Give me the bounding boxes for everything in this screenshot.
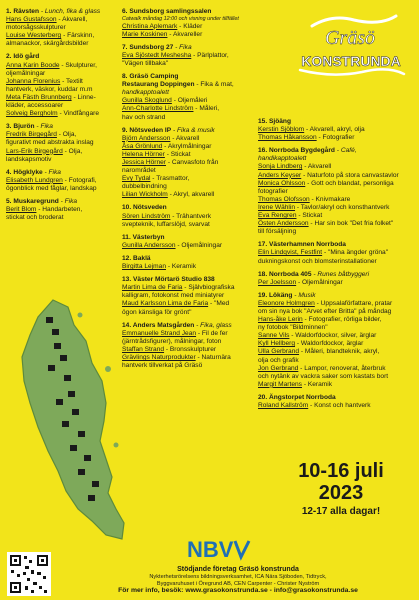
entry-line	[6, 148, 126, 156]
entry-line	[122, 362, 256, 370]
artist-description: - Uppsalaförfattare, pratar	[314, 299, 393, 307]
artist-description: - Pärlplattor,	[191, 51, 229, 59]
artist-name[interactable]: Thomas Olofsson	[258, 195, 310, 203]
stop-name: 7. Sundsborg 27	[122, 43, 174, 51]
stop-entry	[258, 394, 416, 410]
entry-line	[6, 86, 126, 94]
artist-description: - Måleri,	[193, 105, 220, 113]
entry-line	[258, 155, 416, 163]
stop-title	[258, 147, 416, 155]
artist-description: - Oljemålningar	[296, 278, 343, 286]
nbv-logo	[185, 535, 255, 563]
entry-line	[6, 70, 126, 78]
artist-name[interactable]: Jon Gerbrand	[258, 364, 299, 372]
artist-name[interactable]: Anders Keyser	[258, 171, 302, 179]
entry-line	[258, 204, 416, 212]
artist-name[interactable]: Kyll Hellberg	[258, 340, 296, 348]
entry-line	[122, 213, 256, 221]
entry-line	[258, 212, 416, 220]
stop-title	[6, 53, 126, 61]
artist-name[interactable]: Björn Andersson	[122, 134, 171, 142]
entry-line	[122, 292, 256, 300]
entry-line	[258, 381, 416, 389]
artist-name[interactable]: Hans-åke Lerin	[258, 316, 303, 324]
stop-entry	[122, 276, 256, 316]
entry-text: kläder, accessoarer	[6, 102, 64, 110]
artist-description: - Trähantverk	[170, 212, 212, 220]
stop-name: 5. Muskaregrund	[6, 197, 59, 205]
artist-description: - Tavlor/akryl och konsthantverk	[295, 203, 390, 211]
stop-title	[6, 8, 126, 16]
entry-line	[6, 40, 126, 48]
stop-entry	[258, 271, 416, 287]
entry-line	[6, 206, 126, 214]
stop-amenities: - Fika	[58, 197, 78, 205]
entry-line	[258, 324, 416, 332]
entry-text: dukningskonst och blomsterinstallationer	[258, 257, 377, 265]
entry-line	[258, 172, 416, 180]
stop-amenities: - Fika	[34, 123, 53, 131]
artist-name[interactable]: Hans Gustafsson	[6, 16, 57, 24]
stop-name: 12. Baklä	[122, 254, 151, 262]
stop-title	[122, 255, 256, 263]
entry-text: dubbelbindning	[122, 183, 167, 191]
artist-name[interactable]: Maud Karlsson Lima de Faria	[122, 300, 209, 308]
artist-name[interactable]: Elisabeth Lundgren	[6, 176, 63, 184]
artist-name[interactable]: Kerstin Sjöblom	[258, 126, 305, 134]
artist-name[interactable]: Jessica Hörner	[122, 159, 166, 166]
entry-line	[6, 131, 126, 139]
stop-entry	[122, 234, 256, 250]
stop-entry	[122, 8, 256, 39]
stop-name: 6. Sundsborg samlingssalen	[122, 8, 212, 15]
stop-name: 8. Gräsö Camping	[122, 73, 179, 81]
entry-line	[122, 167, 256, 175]
entry-line	[258, 228, 416, 236]
artist-description: - Akvarell, akryl, olja	[304, 126, 365, 134]
entry-text: hantverk tillverkat på Gräsö	[122, 362, 203, 370]
artist-name[interactable]: Staffan Strand	[122, 345, 165, 353]
entry-text: almanackor, skärgårdsbilder	[6, 40, 89, 48]
artist-description: - Olja,	[56, 131, 77, 139]
stop-title	[258, 118, 416, 126]
stop-entry	[6, 53, 126, 118]
event-dates	[268, 460, 414, 520]
date-range: 10-16 juli	[298, 460, 384, 482]
stop-name: 15. Sjöäng	[258, 118, 291, 125]
stop-amenities: - Musik	[292, 291, 316, 299]
artist-name[interactable]: Helena Hörner	[122, 150, 165, 158]
artist-name[interactable]: Sanne Vils	[258, 332, 290, 340]
stop-amenities: - Café,	[334, 147, 357, 155]
entry-text: oljemålningar	[6, 69, 46, 77]
artist-name[interactable]: Ann-Charlotte Lindström	[122, 105, 194, 113]
artist-description: - Linne-	[71, 93, 96, 101]
entry-line	[122, 135, 256, 143]
artist-name[interactable]: Gunilla Andersson	[122, 241, 176, 249]
entry-line	[258, 332, 416, 340]
artist-name[interactable]: Margit Martens	[258, 380, 302, 388]
artist-description: - Fika & mat,	[194, 81, 234, 89]
entry-line	[6, 78, 126, 86]
entry-line	[258, 357, 416, 365]
stop-title	[122, 234, 256, 242]
artist-name[interactable]: Åsa Grönlund	[122, 142, 163, 150]
footer-contact[interactable]: För mer info, besök: www.grasokonstrunda.se - info@grasokonstrunda.se	[118, 586, 358, 594]
artist-description: - Waldorfdockor, ärglar	[295, 340, 364, 348]
artist-description: - Har sin bok "Det fria folket"	[308, 220, 394, 228]
stop-amenities: - Fika, glass	[194, 321, 232, 329]
stop-amenities: - Fika	[173, 43, 192, 51]
entry-line	[258, 365, 416, 373]
artist-description: - Canvasfoto från	[165, 159, 219, 166]
entry-text: handkapptoalett	[122, 89, 169, 97]
entry-text: ögonblick med fåglar, landskap	[6, 184, 97, 192]
artist-description: - Handarbeten,	[36, 206, 83, 214]
entry-text: landskapsmotiv	[6, 155, 52, 163]
entry-line	[258, 258, 416, 266]
date-year: 2023	[318, 482, 364, 504]
entry-line	[122, 151, 256, 159]
entry-line	[122, 346, 256, 354]
entry-line	[122, 159, 256, 167]
artist-name[interactable]: Christina Aplemark	[122, 22, 178, 30]
artist-description: - "Med	[208, 300, 230, 308]
artist-name[interactable]: Anna Karin Boode	[6, 61, 60, 69]
stop-name: 13. Väster Mörtarö Studio 838	[122, 276, 215, 284]
artist-description: - Waldorfdockor, silver, ärglar	[289, 332, 377, 340]
artist-description: - Naturnära	[195, 353, 231, 361]
stop-name: 1. Rävsten	[6, 8, 39, 15]
stop-note: Catwalk måndag 12:00 och visning under tillfället	[122, 16, 239, 23]
date-note: 12-17 alla dagar!	[301, 506, 381, 517]
entry-line	[122, 52, 256, 60]
entry-text: Restaurang Doppingen	[122, 81, 195, 89]
artist-description: - Akryl, akvarell	[167, 191, 215, 199]
footer-line1: Nykterhetsrörelsens bildningsverksamhet, ICA Nära Sjöboden, Tidtryck,	[149, 574, 327, 580]
stop-entry	[6, 123, 126, 163]
entry-line	[122, 31, 256, 39]
stop-entry	[258, 292, 416, 389]
entry-line	[258, 220, 416, 228]
artist-description: - Stickat	[296, 212, 323, 220]
artist-name[interactable]: Birgitta Lejman	[122, 263, 166, 271]
entry-text: och nytänk av vackra saker som kastats bort	[258, 372, 389, 380]
artist-name[interactable]: Emmanuelle Strand Jean	[122, 329, 197, 337]
stop-entry	[6, 198, 126, 222]
entry-line	[258, 196, 416, 204]
artist-name[interactable]: Johanna Florenius	[6, 77, 61, 85]
stop-amenities: - Lunch, fika & glass	[39, 8, 101, 15]
stop-title	[122, 44, 256, 52]
entry-line	[122, 81, 256, 89]
artist-description: - Stickat	[164, 150, 191, 158]
entry-line	[6, 62, 126, 70]
stop-name: 2. Idö gård	[6, 53, 40, 61]
entry-line	[122, 354, 256, 362]
entry-line	[6, 94, 126, 102]
entry-line	[6, 214, 126, 222]
nbv-logo-text: NBV	[187, 537, 234, 562]
stop-name: 16. Norrboda Bygdegård	[258, 147, 335, 155]
stop-entry	[122, 322, 256, 371]
stop-name: 20. Ängstorpet Norrboda	[258, 393, 336, 401]
column-middle	[122, 8, 256, 375]
artist-name[interactable]: Louise Westerberg	[6, 32, 62, 40]
entry-line	[6, 16, 126, 24]
entry-line	[258, 308, 416, 316]
entry-line	[6, 139, 126, 147]
artist-description: - Fotografier, rörliga bilder,	[302, 316, 382, 324]
artist-description: - Bronsskulpturer	[164, 345, 217, 353]
entry-line	[122, 263, 256, 271]
stop-amenities: - Runes båtbyggeri	[311, 270, 370, 278]
artist-description: - Oljemålningar	[175, 241, 223, 249]
entry-line	[122, 105, 256, 113]
column-left	[6, 8, 126, 227]
stop-name: 3. Bjurön	[6, 123, 35, 131]
entry-line	[122, 338, 256, 346]
stop-name: 17. Västerhamnen Norrboda	[258, 241, 346, 249]
stop-entry	[122, 204, 256, 228]
entry-line	[122, 191, 256, 199]
artist-description: - Gott och blandat, personliga	[305, 179, 394, 187]
artist-description: - Fotografier	[316, 134, 355, 142]
entry-line	[6, 156, 126, 164]
artist-description: - Akvarell,	[56, 16, 88, 24]
stop-entry	[122, 127, 256, 200]
artist-name[interactable]: Eva Sjöstedt Meshesha	[122, 51, 192, 59]
entry-line	[6, 185, 126, 193]
stop-amenities: - Fika	[42, 168, 61, 176]
artist-name[interactable]: Gunilla Skoglund	[122, 97, 172, 105]
artist-name[interactable]: Fredrik Birgegård	[6, 131, 57, 139]
stop-title	[258, 394, 416, 402]
stop-title	[258, 292, 416, 300]
entry-line	[122, 309, 256, 317]
entry-line	[258, 402, 416, 410]
artist-description: - Olja,	[62, 147, 83, 155]
entry-text: motorsågsskulpturer	[6, 24, 66, 32]
column-right	[258, 118, 416, 415]
entry-line	[258, 316, 416, 324]
artist-description: - Akrylmålningar	[162, 142, 212, 150]
artist-name[interactable]: Eleonore Holmgren	[258, 299, 315, 307]
artist-description: - Konst och hantverk	[308, 402, 371, 409]
stop-entry	[6, 169, 126, 193]
artist-name[interactable]: Meta Fästh Brunnberg	[6, 93, 72, 101]
entry-text: ny fotobok "Bildminnen"	[258, 324, 328, 332]
stop-name: 4. Högklyke	[6, 168, 43, 176]
entry-line	[122, 300, 256, 308]
stop-entry	[6, 8, 126, 48]
grasokonstrunda-logo	[292, 12, 410, 78]
stop-entry	[258, 118, 416, 142]
entry-text: ögon känsliga för grönt"	[122, 308, 192, 316]
entry-line	[258, 134, 416, 142]
entry-line	[6, 24, 126, 32]
entry-line	[122, 221, 256, 229]
entry-text: (järntrådsfigurer), målningar, foton	[122, 337, 222, 345]
stop-entry	[122, 44, 256, 68]
stop-title	[122, 322, 256, 330]
footer-line2: Byggvaruhuset i Öregrund AB, CEN Carpenter - Christer Nyström	[156, 580, 320, 587]
entry-line	[258, 373, 416, 381]
graso-island-map	[8, 295, 133, 545]
entry-line	[258, 300, 416, 308]
stop-entry	[258, 147, 416, 236]
entry-text: hav och strand	[122, 113, 166, 121]
stop-name: 10. Nötsveden	[122, 204, 167, 212]
artist-name[interactable]: Östen Andersson	[258, 220, 309, 228]
stop-title	[6, 198, 126, 206]
entry-text: figurativt med abstrakta inslag	[6, 139, 94, 147]
stop-name: 14. Anders Matsgården	[122, 321, 195, 329]
stop-entry	[122, 73, 256, 122]
stop-title	[122, 204, 256, 212]
artist-description: - Naturfoto på stora canvastavlor	[301, 171, 399, 179]
artist-name[interactable]: Lilian Wickholm	[122, 191, 168, 199]
artist-name[interactable]: Berit Blom	[6, 206, 37, 214]
artist-description: - Akvareller	[167, 30, 203, 38]
artist-description: - Trasmattor,	[150, 175, 190, 183]
artist-name[interactable]: Marie Koskinen	[122, 30, 168, 38]
entry-line	[6, 110, 126, 118]
artist-description: - Vindfångare	[57, 110, 99, 118]
stop-name: 18. Norrboda 405	[258, 270, 312, 278]
artist-name[interactable]: Solveig Bergholm	[6, 110, 58, 118]
stop-title	[122, 73, 256, 81]
artist-description: - Lampor, renoverat, återbruk	[298, 364, 386, 372]
artist-description: - Självbiografiska	[182, 284, 235, 292]
entry-text: till försäljning	[258, 228, 297, 236]
artist-name[interactable]: Eva Rengren	[258, 212, 297, 220]
entry-text: hantverk, väskor, kuddar m.m	[6, 85, 93, 93]
entry-line	[122, 183, 256, 191]
entry-line	[258, 188, 416, 196]
logo-line1: Gräsö	[324, 27, 376, 49]
entry-text: svepteknik, luffarslöjd, svarvat	[122, 220, 210, 228]
entry-line	[6, 102, 126, 110]
artist-name[interactable]: Sonja Lindberg	[258, 163, 303, 171]
entry-line	[122, 143, 256, 151]
stop-title	[122, 276, 256, 284]
artist-name[interactable]: Martin Lima de Faria	[122, 284, 183, 292]
entry-line	[258, 348, 416, 356]
entry-line	[6, 177, 126, 185]
artist-name[interactable]: Per Joelsson	[258, 278, 297, 286]
stop-title	[258, 271, 416, 279]
entry-line	[122, 284, 256, 292]
entry-text: kalligram, fotokonst med miniatyrer	[122, 292, 225, 300]
artist-description: - Skulpturer,	[59, 61, 97, 69]
stop-title	[122, 127, 256, 135]
stop-entry	[258, 241, 416, 265]
artist-description: - Fotografi,	[62, 176, 97, 184]
artist-description: - Knivmakare	[309, 195, 351, 203]
entry-text: "Vägen tillbaka"	[122, 59, 169, 67]
entry-text: handikapptoalett	[258, 155, 307, 163]
entry-line	[258, 163, 416, 171]
artist-name[interactable]: Lars-Erik Birgegård	[6, 147, 63, 155]
stop-title	[122, 8, 256, 16]
artist-name[interactable]: Monica Ohlsson	[258, 179, 306, 187]
entry-line	[122, 23, 256, 31]
entry-line	[258, 180, 416, 188]
entry-line	[258, 279, 416, 287]
artist-description: - "Mina ängder gröna"	[322, 249, 389, 257]
entry-line	[122, 114, 256, 122]
entry-line	[122, 60, 256, 68]
entry-line	[122, 242, 256, 250]
footer	[62, 566, 414, 594]
artist-description: - Keramik	[165, 263, 197, 271]
stop-entry	[122, 255, 256, 271]
artist-name[interactable]: Sören Lindström	[122, 212, 171, 220]
artist-description: - Akvarell	[302, 163, 332, 171]
qr-code[interactable]	[7, 552, 51, 596]
stop-name: 11. Västerbyn	[122, 233, 165, 241]
artist-name[interactable]: Evy Tydal	[122, 175, 151, 183]
entry-line	[122, 330, 256, 338]
artist-description: - Akvarell	[170, 134, 200, 142]
artist-name[interactable]: Thomas Håkansson	[258, 134, 317, 142]
entry-line	[122, 175, 256, 183]
entry-text: olja och grafik	[258, 356, 299, 364]
artist-name[interactable]: Grävlings Naturprodukter	[122, 353, 196, 361]
stop-title	[258, 241, 416, 249]
entry-line	[258, 126, 416, 134]
footer-heading: Stödjande företag Gräsö konstrunda	[177, 566, 299, 573]
stop-amenities: - Fika & musik	[171, 126, 215, 134]
artist-name[interactable]: Elin Lindqvist, Festfint	[258, 249, 323, 257]
artist-description: - Fil de fer	[196, 329, 228, 337]
stop-title	[6, 169, 126, 177]
artist-name[interactable]: Roland Kallström	[258, 402, 309, 409]
entry-text: narområdet	[122, 167, 156, 175]
artist-description: - Textilt	[60, 77, 83, 85]
entry-text: om sin nya bok "Arvet efter Britta" på måndag	[258, 307, 392, 315]
artist-description: - Oljemåleri	[171, 97, 208, 105]
logo-line2: KONSTRUNDA	[301, 53, 401, 69]
artist-description: - Måleri, blandteknik, akryl,	[299, 348, 380, 356]
entry-text: fotografier	[258, 187, 288, 195]
stop-name: 9. Nötsveden IP	[122, 126, 172, 134]
entry-text: stickat och broderat	[6, 214, 64, 222]
entry-line	[258, 249, 416, 257]
artist-name[interactable]: Irene Wählin	[258, 203, 296, 211]
stop-name: 19. Lökäng	[258, 291, 293, 299]
artist-description: - Färskinn,	[61, 32, 95, 40]
artist-description: - Keramik	[301, 380, 333, 388]
artist-name[interactable]: Ulla Gerbrand	[258, 348, 300, 356]
artist-description: - Kläder	[177, 22, 203, 30]
